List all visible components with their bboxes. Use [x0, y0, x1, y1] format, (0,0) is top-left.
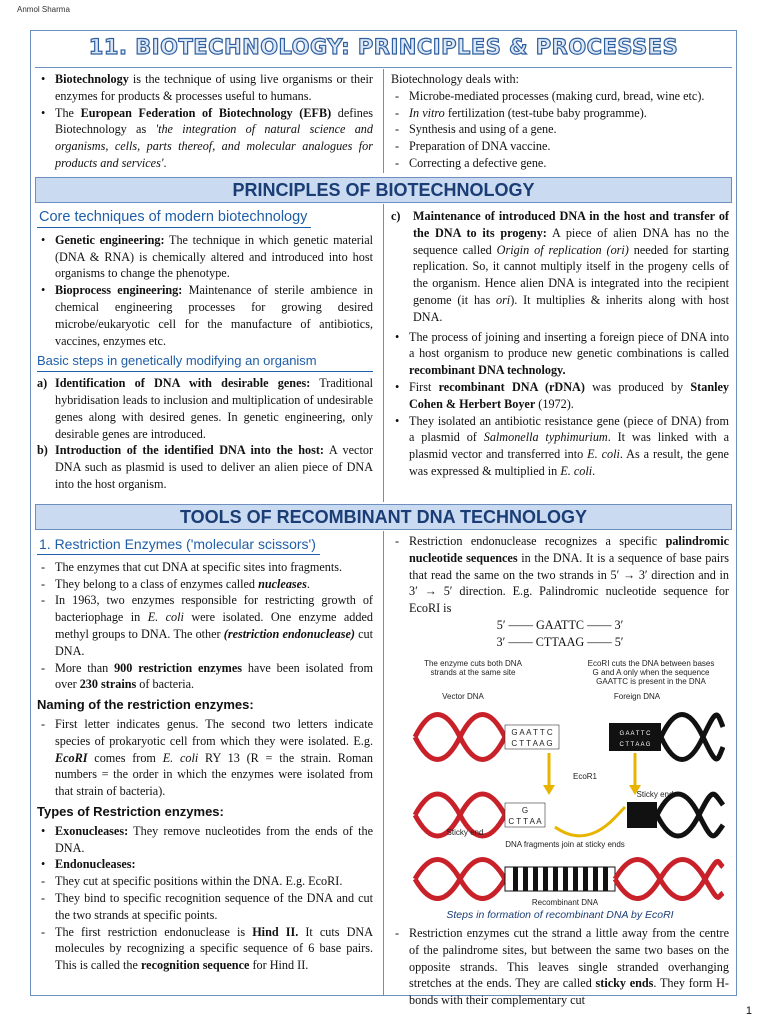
cut-foreign-helix: [627, 794, 723, 836]
types-heading: Types of Restriction enzymes:: [37, 803, 224, 819]
tools-right: [391, 533, 729, 651]
vector-seq-top: G A A T T C: [511, 728, 553, 737]
endo-item: - The first restriction endonuclease is Hind II. It cuts DNA molecules by recognizing a specific sequence of 6 base pairs. This is called the recognition sequence for Hind II.: [37, 924, 373, 974]
sequence-bottom: 3′ —— CTTAAG —— 5′: [496, 634, 624, 649]
type-item: • Endonucleases:: [37, 856, 373, 873]
intro-bullet: • The European Federation of Biotechnology (EFB) defines Biotechnology as 'the integration of natural science and organisms, cells, parts thereof, and molecular analogues for products and services'.: [37, 105, 373, 172]
cut-vector-seq-top: G: [521, 806, 529, 815]
naming-item: - First letter indicates genus. The second two letters indicate species of prokaryotic cell from which they were isolated. E.g. EcoRI comes from E. coli RY 13 (R = the strain. Roman numbers = the order in which the enzymes were isolated from that strain of bacteria).: [37, 716, 373, 800]
deals-with-heading: Biotechnology deals with:: [391, 72, 519, 86]
step-item: c) Maintenance of introduced DNA in the host and transfer of the DNA to its progeny: A piece of alien DNA has no the sequence called Origin of replication (ori) needed for starting replication. So, it cannot multiply itself in the progeny cells of the organism. Hence alien DNA is integrated into the recipient genome (it has ori). It multiplies & inherits along with host DNA.: [391, 209, 729, 324]
core-item: • Bioprocess engineering: Maintenance of sterile ambience in chemical engineering processes for growing desired microbe/eukaryotic cell for the manufacture of antibiotics, vaccines, enzymes etc.: [37, 282, 373, 349]
basic-steps-heading: Basic steps in genetically modifying an organism: [37, 353, 373, 372]
diagram-caption: Steps in formation of recombinant DNA by EcoRI: [446, 909, 674, 921]
deals-item: - Synthesis and using of a gene.: [391, 121, 731, 138]
deals-item: - Microbe-mediated processes (making curd, bread, wine etc).: [391, 88, 731, 105]
recombinant-dna-label: Recombinant DNA: [531, 898, 599, 907]
re-item: - They belong to a class of enzymes called nucleases.: [37, 576, 373, 593]
page-title: 11. BIOTECHNOLOGY: PRINCIPLES & PROCESSES: [88, 35, 679, 59]
principles-left: [37, 207, 373, 493]
intro-left: [37, 71, 373, 172]
rdna-bullet: • First recombinant DNA (rDNA) was produced by Stanley Cohen & Herbert Boyer (1972).: [391, 379, 729, 413]
endo-item: - They bind to specific recognition sequence of the DNA and cut the two strands at specific points.: [37, 890, 373, 924]
recombinant-dna-helix: [415, 860, 723, 899]
endo-item: - They cut at specific positions within the DNA. E.g. EcoRI.: [37, 873, 373, 890]
deals-item: - Preparation of DNA vaccine.: [391, 138, 731, 155]
intro-bullet: • Biotechnology is the technique of using live organisms or their enzymes for products & processes useful to humans.: [37, 71, 373, 105]
foreign-dna-label: Foreign DNA: [613, 692, 661, 701]
tools-heading: TOOLS OF RECOMBINANT DNA TECHNOLOGY: [35, 504, 732, 530]
join-arrow: [555, 807, 625, 836]
deals-item: - In vitro fertilization (test-tube baby programme).: [391, 105, 731, 122]
ecor1-label: EcoR1: [572, 772, 598, 781]
principles-divider: [383, 204, 384, 502]
vector-seq-bottom: C T T A A G: [511, 739, 553, 748]
principles-right: [391, 208, 729, 480]
tools-right-tail: [391, 925, 729, 1009]
page-frame: [30, 30, 737, 1008]
foreign-dna-helix: [609, 715, 723, 760]
sequence-top: 5′ —— GAATTC —— 3′: [496, 617, 624, 632]
author-name: Anmol Sharma: [17, 5, 70, 14]
step-item: b) Introduction of the identified DNA into the host: A vector DNA such as plasmid is used to deliver an alien piece of DNA into the host organism.: [37, 443, 374, 491]
re-item: - The enzymes that cut DNA at specific sites into fragments.: [37, 559, 373, 576]
re-item: - More than 900 restriction enzymes have been isolated from over 230 strains of bacteria.: [37, 660, 373, 694]
join-label: DNA fragments join at sticky ends: [505, 840, 625, 849]
diagram-note-right-3: GAATTC is present in the DNA: [596, 677, 706, 686]
re-item: - In 1963, two enzymes responsible for restricting growth of bacteriophage in E. coli were isolated. One enzyme added methyl groups to DNA. The other (restriction endonuclease) cut DNA.: [37, 592, 373, 659]
step-item: a) Identification of DNA with desirable genes: Traditional hybridisation leads to inclusion and multiplication of undesirable genes along with desired genes. In genetic engineering, only desirable genes are introduced.: [37, 376, 373, 441]
diagram-note-left-2: strands at the same site: [430, 668, 516, 677]
palindrome-item: - Restriction endonuclease recognizes a specific palindromic nucleotide sequences in the DNA. It is a sequence of base pairs that read the same on the two strands in 5′ → 3′ direction and in 3′ → 5′ direction. E.g. Palindromic nucleotide sequence for EcoRI is: [391, 533, 729, 617]
restriction-enzymes-heading: 1. Restriction Enzymes ('molecular scissors'): [37, 536, 320, 555]
principles-heading: PRINCIPLES OF BIOTECHNOLOGY: [35, 177, 732, 203]
deals-item: - Correcting a defective gene.: [391, 155, 731, 172]
rdna-bullet: • The process of joining and inserting a foreign piece of DNA into a host organism to produce new genetic combinations is called recombinant DNA technology.: [391, 329, 729, 379]
foreign-seq-top: G A A T T C: [619, 731, 651, 737]
diagram-note-right-2: G and A only when the sequence: [592, 668, 710, 677]
tools-divider: [383, 531, 384, 995]
intro-right: [391, 71, 731, 172]
diagram-note-left-1: The enzyme cuts both DNA: [424, 659, 522, 668]
page-number: 1: [745, 1005, 752, 1017]
intro-divider: [383, 69, 384, 173]
title-divider: [35, 67, 732, 68]
core-techniques-heading: Core techniques of modern biotechnology: [37, 209, 311, 228]
recombinant-dna-diagram: [405, 657, 725, 907]
type-item: • Exonucleases: They remove nucleotides from the ends of the DNA.: [37, 823, 373, 857]
vector-dna-helix: [415, 715, 505, 760]
core-item: • Genetic engineering: The technique in which genetic material (DNA & RNA) is chemically altered and introduced into host organisms to change the phenotype.: [37, 232, 373, 282]
foreign-seq-bottom: C T T A A G: [619, 742, 651, 748]
sticky-ends-item: - Restriction enzymes cut the strand a little away from the centre of the palindrome sites, but between the same two bases on the opposite strands. This leaves single stranded overhanging stretches at the ends. They are called sticky ends. They form H-bonds with their complementary cut: [391, 925, 729, 1009]
diagram-note-right-1: EcoRI cuts the DNA between bases: [587, 659, 715, 668]
cut-vector-seq-bottom: C T T A A: [508, 817, 542, 826]
vector-dna-label: Vector DNA: [442, 692, 484, 701]
tools-left: [37, 534, 373, 974]
naming-heading: Naming of the restriction enzymes:: [37, 697, 254, 713]
rdna-bullet: • They isolated an antibiotic resistance gene (piece of DNA) from a plasmid of Salmonella typhimurium. It was linked with a plasmid vector and transferred into E. coli. As a result, the gene was expressed & multiplied in E. coli.: [391, 413, 729, 480]
sticky-end-label-left: Sticky end: [446, 828, 484, 837]
sticky-end-label-right: Sticky end: [636, 790, 674, 799]
